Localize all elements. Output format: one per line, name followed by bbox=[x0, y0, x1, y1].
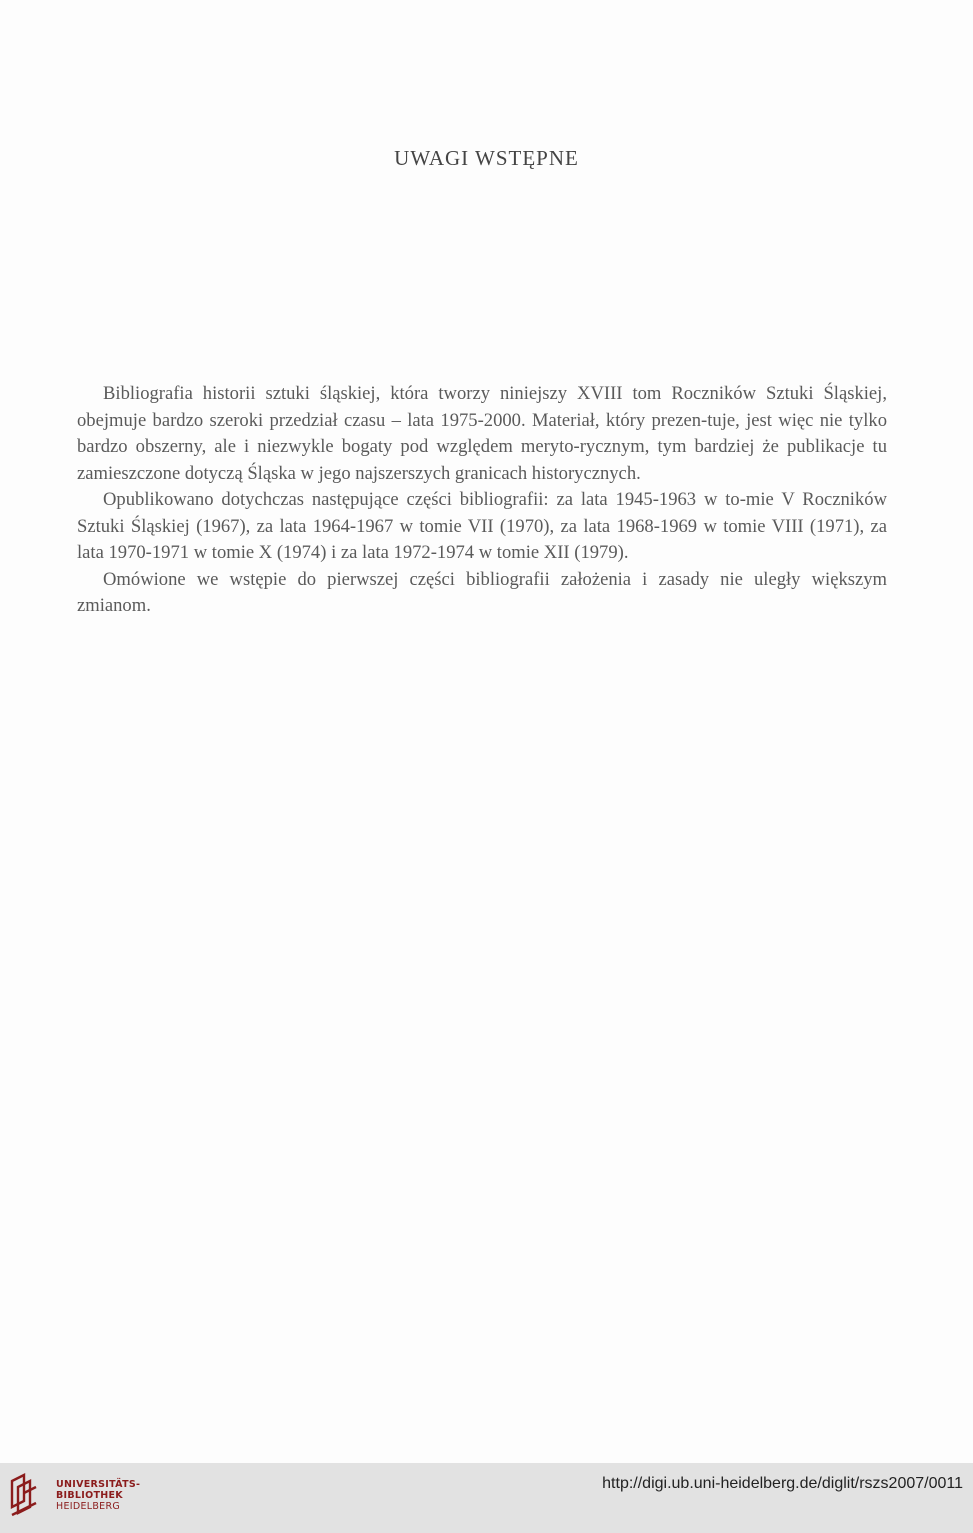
paragraph-3: Omówione we wstępie do pierwszej części bibliografii założenia i zasady nie uległy większym zmianom. bbox=[77, 568, 887, 616]
page-title: UWAGI WSTĘPNE bbox=[394, 146, 579, 170]
paragraph-2: Opublikowano dotychczas następujące części bibliografii: za lata 1945-1963 w to-mie V Roczników Sztuki Śląskiej (1967), za lata 1964-1967 w tomie VII (1970), za lata 1968-1969 w tomie VIII (1971), za lata 1970-1971 w tomie X (1974) i za lata 1972-1974 w tomie XII (1979). bbox=[77, 489, 887, 563]
body-text bbox=[77, 381, 887, 620]
library-name-line-1: UNIVERSITÄTS- bbox=[56, 1479, 141, 1490]
library-logo-icon[interactable] bbox=[6, 1471, 46, 1519]
paragraph-1: Bibliografia historii sztuki śląskiej, która tworzy niniejszy XVIII tom Roczników Sztuki Śląskiej, obejmuje bardzo szeroki przedział czasu – lata 1975-2000. Materiał, który prezen-tuje, jest więc nie tylko bardzo obszerny, ale i niezwykle bogaty pod względem meryto-rycznym, tym bardziej że publikacje tu zamieszczone dotyczą Śląska w jego najszerszych granicach historycznych. bbox=[77, 383, 887, 484]
library-name[interactable] bbox=[56, 1479, 140, 1512]
library-name-line-2: BIBLIOTHEK bbox=[56, 1490, 123, 1501]
footer-bar bbox=[0, 1463, 973, 1533]
library-name-line-3: HEIDELBERG bbox=[56, 1501, 121, 1512]
document-url-link[interactable]: http://digi.ub.uni-heidelberg.de/diglit/rszs2007/0011 bbox=[602, 1475, 963, 1492]
